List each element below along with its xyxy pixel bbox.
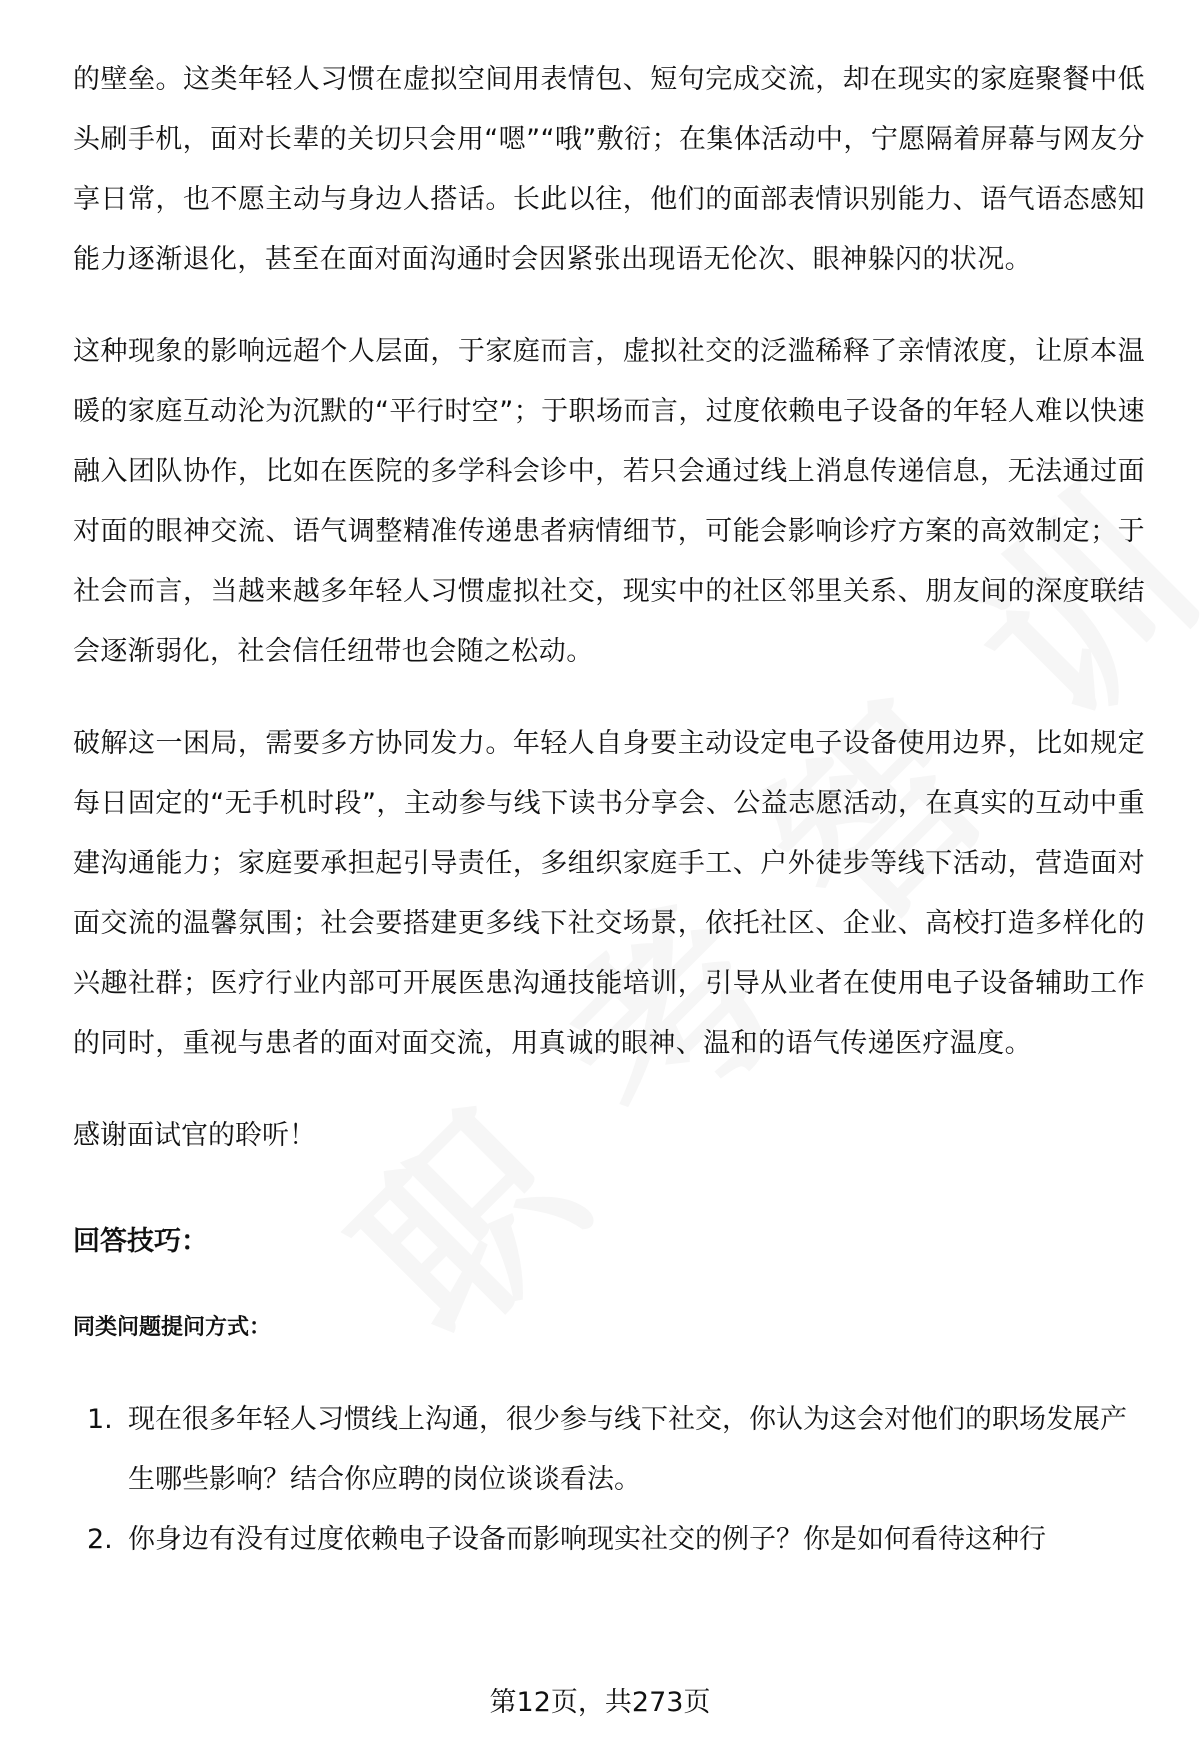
page-footer: 第12页，共273页: [489, 1687, 711, 1718]
list-number: 1.: [87, 1404, 113, 1435]
list-item-text: 现在很多年轻人习惯线上沟通，很少参与线下社交，你认为这会对他们的职场发展产生哪些影响？结合你应聘的岗位谈谈看法。: [128, 1404, 1127, 1495]
list-number: 2.: [87, 1524, 113, 1555]
list-item: [73, 1510, 1145, 1570]
sub-heading: 同类问题提问方式：: [73, 1315, 272, 1340]
paragraph: 破解这一困局，需要多方协同发力。年轻人自身要主动设定电子设备使用边界，比如规定每日固定的“无手机时段”，主动参与线下读书分享会、公益志愿活动，在真实的互动中重建沟通能力；家庭要承担起引导责任，多组织家庭手工、户外徒步等线下活动，营造面对面交流的温馨氛围；社会要搭建更多线下社交场景，依托社区、企业、高校打造多样化的兴趣社群；医疗行业内部可开展医患沟通技能培训，引导从业者在使用电子设备辅助工作的同时，重视与患者的面对面交流，用真诚的眼神、温和的语气传递医疗温度。: [73, 728, 1145, 1059]
list-item: [73, 1390, 1145, 1510]
document-body: [73, 50, 1145, 1570]
paragraph: 的壁垒。这类年轻人习惯在虚拟空间用表情包、短句完成交流，却在现实的家庭聚餐中低头刷手机，面对长辈的关切只会用“嗯”“哦”敷衍；在集体活动中，宁愿隔着屏幕与网友分享日常，也不愿主动与身边人搭话。长此以往，他们的面部表情识别能力、语气语态感知能力逐渐退化，甚至在面对面沟通时会因紧张出现语无伦次、眼神躲闪的状况。: [73, 64, 1145, 275]
list-item-text: 你身边有没有过度依赖电子设备而影响现实社交的例子？你是如何看待这种行: [128, 1524, 1046, 1555]
section-heading: 回答技巧：: [73, 1226, 208, 1257]
question-list: [73, 1390, 1145, 1570]
closing-line: 感谢面试官的聆听！: [73, 1120, 316, 1151]
paragraph: 这种现象的影响远超个人层面，于家庭而言，虚拟社交的泛滥稀释了亲情浓度，让原本温暖的家庭互动沦为沉默的“平行时空”；于职场而言，过度依赖电子设备的年轻人难以快速融入团队协作，比如在医院的多学科会诊中，若只会通过线上消息传递信息，无法通过面对面的眼神交流、语气调整精准传递患者病情细节，可能会影响诊疗方案的高效制定；于社会而言，当越来越多年轻人习惯虚拟社交，现实中的社区邻里关系、朋友间的深度联结会逐渐弱化，社会信任纽带也会随之松动。: [73, 336, 1145, 667]
